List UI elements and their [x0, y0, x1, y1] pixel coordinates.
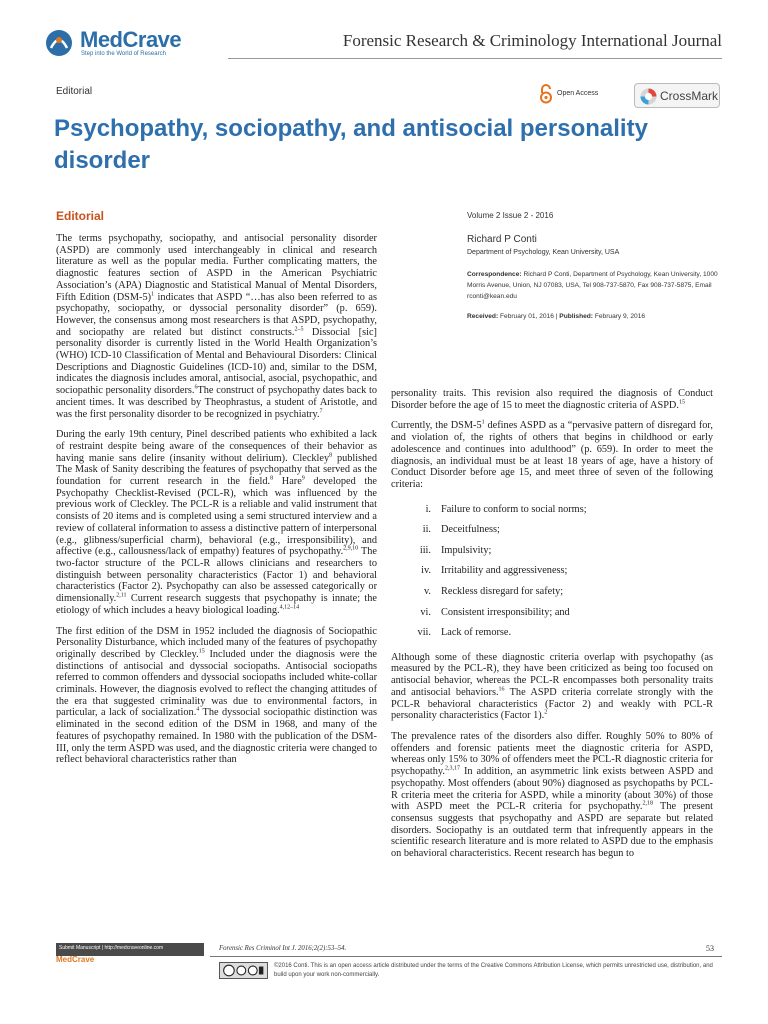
list-item: vii. Lack of remorse.	[417, 627, 512, 639]
published-date: February 9, 2016	[594, 313, 646, 320]
footer-brand: MedCrave	[56, 955, 95, 964]
list-item: ii. Deceitfulness;	[422, 524, 500, 536]
paragraph: The first edition of the DSM in 1952 included the diagnosis of Sociopathic Personality Disturbance, which included many of the features of psychopathy originally described by Cleckley.$^{15}$ Included under the diagnosis were the distinctions of antisocial and dyssocial sociopaths. Antisocial sociopaths referred to common offenders and dyssocial sociopaths included white-collar criminals. However, the diagnosis evolved to reflect the changing attitudes of the era that suggested criminality was due to environmental factors, in particular, a lack of socialization.$^4$ The dyssocial sociopathic distinction was eliminated in the second edition of the DSM in 1968, and many of the features of psychopathy remained. In 1980 with the publication of the DSM-III, only the term ASPD was used, and the diagnostic criteria were changed to reflect behavioral characteristics rather than	[56, 625, 377, 766]
list-item: v. Reckless disregard for safety;	[423, 586, 564, 597]
page-header	[0, 0, 768, 70]
header-divider	[228, 58, 722, 59]
paragraph: During the early 19th century, Pinel described patients who exhibited a lack of restraint despite being aware of the consequences of their behavior as having manie sans delire (insanity without delirium). Cleckley$^8$ published The Mask of Sanity describing the features of psychopathy that served as the foundation for current research in the field.$^8$ Hare$^9$ developed the Psychopathy Checklist-Revised (PCL-R), which was influenced by the previous work of Cleckley. The PCL-R is a reliable and valid instrument that consists of 20 items and is completed using a semi structured interview and a review of collateral information to assess a distinctive pattern of interpersonal (e.g., glibness/superficial charm), behavioral (e.g., irresponsibility), and affective (e.g., callousness/lack of empathy) features of psychopathy.$^{2,9,10}$ The two-factor structure of the PCL-R allows clinicians and researchers to distinguish between personality characteristics (Factor 1) and behavioral characteristics (Factor 2). Psychopathy can also be assessed categorically or dimensionally.$^{2,11}$ Current research suggests that psychopathy is innate; the etiology of which includes a heavy biological loading.$^{4,12-14}$	[56, 429, 377, 616]
article-dates	[467, 311, 723, 322]
list-item: iv. Irritability and aggressiveness;	[421, 565, 568, 577]
open-access-icon	[539, 84, 553, 104]
logo-tagline: Step into the World of Research	[81, 51, 166, 57]
logo-text: MedCrave	[80, 27, 182, 52]
journal-title: Forensic Research & Criminology International Journal	[342, 31, 722, 50]
list-item: iii. Impulsivity;	[419, 544, 492, 556]
volume-issue: Volume 2 Issue 2 - 2016	[467, 211, 554, 220]
medcrave-logo-icon	[44, 28, 74, 58]
section-heading: Editorial	[56, 209, 105, 223]
crossmark-label: CrossMark	[660, 89, 719, 103]
list-item: vi. Consistent irresponsibility; and	[420, 606, 570, 618]
list-item: i. Failure to conform to social norms;	[425, 503, 587, 515]
published-label: Published:	[559, 313, 593, 320]
correspondence-text: Richard P Conti, Department of Psychology, Kean University, 1000 Morris Avenue, Union, NJ 07083, USA, Tel 908-737-5870, Fax 908-737-5875, Email rconti@kean.edu	[467, 271, 718, 300]
author-affiliation: Department of Psychology, Kean University, USA	[467, 249, 620, 256]
body-column-right	[391, 388, 713, 869]
correspondence	[467, 269, 723, 302]
open-access-label: Open Access	[557, 90, 599, 97]
date-separator: |	[555, 313, 558, 320]
crossmark-icon	[640, 88, 657, 105]
paragraph: Currently, the DSM-$5^1$ defines ASPD as a “pervasive pattern of disregard for, and violation of, the rights of others that begins in childhood or early adolescence and continues into adulthood” (p. 659). In order to meet the diagnosis, an individual must be at least 18 years of age, have a history of Conduct Disorder before age 15, and meet three of seven of the following criteria:	[391, 419, 713, 490]
footer-citation: Forensic Res Criminol Int J. 2016;2(2):53–54.	[219, 945, 347, 952]
footer-divider	[210, 956, 722, 957]
license-text: ©2016 Conti. This is an open access article distributed under the terms of the Creative Commons Attribution License, which permits unrestricted use, distribution, and build upon your work non-commercially.	[274, 963, 713, 978]
crossmark-button[interactable]	[634, 83, 720, 108]
submit-manuscript-link[interactable]: Submit Manuscript | http://medcraveonline.com	[59, 945, 164, 951]
received-label: Received:	[467, 313, 499, 320]
article-type-label: Editorial	[56, 86, 93, 97]
article-info	[467, 210, 723, 322]
criteria-list	[391, 500, 713, 644]
correspondence-label: Correspondence:	[467, 271, 522, 278]
medcrave-logo[interactable]	[44, 26, 224, 64]
paragraph: The prevalence rates of the disorders also differ. Roughly 50% to 80% of offenders and forensic patients meet the diagnostic criteria for ASPD, whereas only 15% to 30% of offenders meet the PCL-R diagnostic criteria for psychopathy.$^{2,3,17}$ In addition, an asymmetric link exists between ASPD and psychopathy. Most offenders (about 90%) diagnosed as psychopaths by PCL-R criteria meet the criteria for ASPD, while a minority (about 30%) of those with ASPD meet the PCL-R criteria for psychopathy.$^{2,18}$ The present consensus suggests that psychopathy and ASPD are separate but related disorders. Sociopathy is an outdated term that infrequently appears in the scientific research literature and is more related to ASPD due to the emphasis on behavioral characteristics. Recent research has begun to	[391, 731, 713, 860]
received-date: February 01, 2016	[500, 313, 554, 320]
body-column-left	[56, 233, 377, 775]
author-name: Richard P Conti	[467, 234, 537, 245]
paragraph: personality traits. This revision also required the diagnosis of Conduct Disorder before the age of 15 to meet the diagnostic criteria of ASPD.$^{15}$	[391, 388, 713, 411]
page-number: 53	[706, 944, 714, 953]
article-title: Psychopathy, sociopathy, and antisocial personality disorder	[54, 115, 648, 174]
creative-commons-icon[interactable]	[219, 962, 268, 979]
paragraph: The terms psychopathy, sociopathy, and antisocial personality disorder (ASPD) are commonly used interchangeably in clinical and research literature as well as the popular media. Further complicating matters, the diagnostic features section of ASPD in the American Psychiatric Association’s (APA) Diagnostic and Statistical Manual of Mental Disorders, Fifth Edition $(DSM-5)^1$ indicates that ASPD “…has also been referred to as psychopathy, sociopathy, or dyssocial personality disorder” (p. 659). However, the consensus among most researchers is that ASPD, psychopathy, and sociopathy are related but distinct constructs.$^{2-5}$ Dissocial [sic] personality disorder is currently listed in the World Health Organization’s (WHO) ICD-10 Classification of Mental and Behavioural Disorders: Clinical Descriptions and Diagnostic Guidelines (ICD-10) and, similar to the DSM, indicates the diagnosis includes amoral, antisocial, asocial, psychopathic, and sociopathic personality disorders.$^6$The construct of psychopathy dates back to ancient times. It was described by Theophrastus, a student of Aristotle, and was the first personality disorder to be recognized in psychiatry.$^7$	[56, 233, 378, 420]
paragraph: Although some of these diagnostic criteria overlap with psychopathy (as measured by the PCL-R), they have been criticized as being too focused on antisocial behavior, whereas the PCL-R encompasses both personality traits and antisocial behaviors.$^{16}$ The ASPD criteria correlate strongly with the PCL-R behavioral characteristics (Factor 2) and weakly with PCL-R personality characteristics (Factor 1).$^2$	[391, 651, 713, 722]
